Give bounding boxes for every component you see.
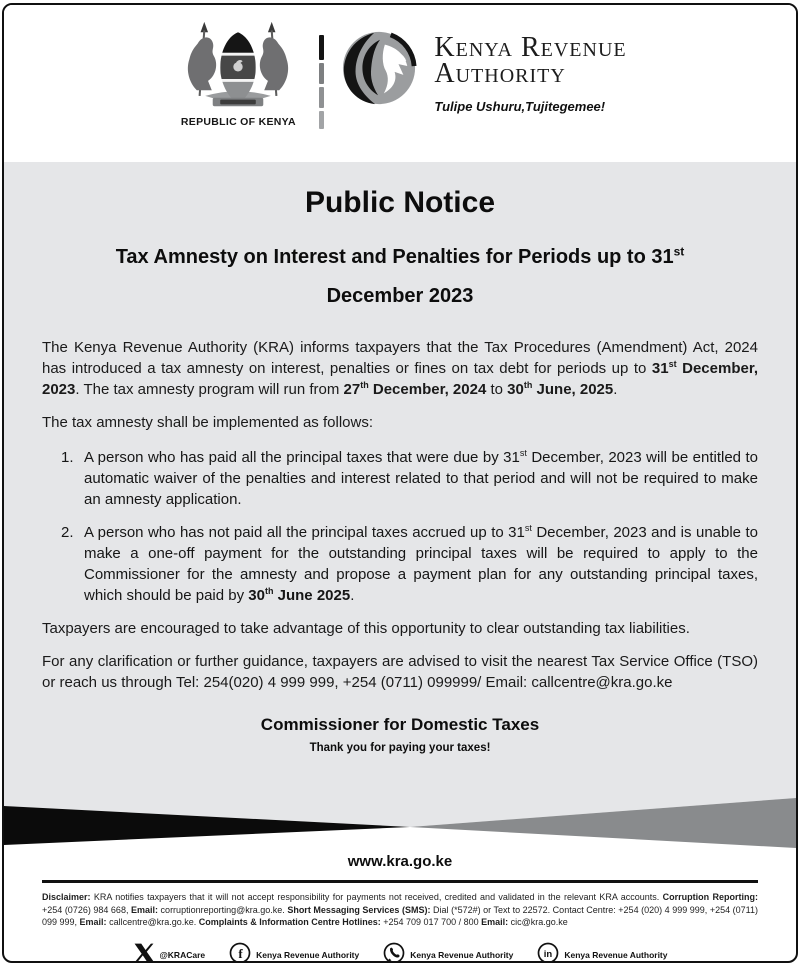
coat-of-arms-block — [173, 21, 303, 128]
republic-of-kenya-label: REPUBLIC OF KENYA — [180, 116, 296, 128]
thanks-note: Thank you for paying your taxes! — [309, 742, 491, 754]
kra-lion-logo-icon — [340, 29, 418, 112]
website-link[interactable]: www.kra.go.ke — [347, 853, 453, 870]
kenya-coat-of-arms-icon — [177, 96, 299, 113]
decorative-ribbon — [4, 795, 796, 850]
list-item-number: 2. — [61, 524, 74, 541]
paragraph-contact: For any clarification or further guidance, taxpayers are advised to visit the nearest Tax Service Office (TSO) or reach us through Tel: 254(020) 4 999 999, +254 (0711) 099999/ Email: callcentre@kra.go.ke — [42, 653, 758, 691]
whatsapp-icon — [383, 942, 405, 964]
social-item-x[interactable] — [133, 942, 206, 964]
x-icon — [133, 942, 155, 964]
social-item-linkedin[interactable] — [537, 942, 667, 964]
notice-page — [2, 3, 798, 963]
list-item-number: 1. — [61, 449, 74, 466]
notice-body — [4, 162, 796, 795]
org-name-line2: Authority — [434, 58, 566, 89]
org-name-block — [434, 32, 627, 114]
signoff-title: Commissioner for Domestic Taxes — [260, 715, 540, 734]
paragraph-implemented: The tax amnesty shall be implemented as follows: — [42, 414, 373, 431]
social-item-whatsapp[interactable] — [383, 942, 513, 964]
paragraph-encouragement: Taxpayers are encouraged to take advantage of this opportunity to clear outstanding tax liabilities. — [42, 620, 690, 637]
social-row — [4, 942, 796, 964]
social-label: @KRACare — [159, 950, 206, 960]
notice-subtitle: Tax Amnesty on Interest and Penalties for Periods up to 31st December 2023 — [115, 244, 685, 307]
header-divider — [319, 35, 324, 129]
paragraph-intro: The Kenya Revenue Authority (KRA) informs taxpayers that the Tax Procedures (Amendment) Act, 2024 has introduced a tax amnesty on interest, penalties or fines on tax debt for periods up to 31st December, 2023. The tax amnesty program will run from 27th December, 2024 to 30th June, 2025. — [42, 339, 759, 398]
linkedin-icon — [537, 942, 559, 964]
org-name — [434, 32, 627, 89]
list-item-text: A person who has paid all the principal taxes that were due by 31st December, 2023 will be entitled to automatic waiver of the penalties and interest related to that period and will not be required to make an amnesty application. — [84, 448, 758, 508]
social-label: Kenya Revenue Authority — [256, 950, 360, 960]
page-title: Public Notice — [304, 186, 496, 219]
social-label: Kenya Revenue Authority — [564, 950, 668, 960]
header — [4, 5, 796, 162]
svg-text:in: in — [544, 948, 553, 960]
disclaimer-text: Disclaimer: KRA notifies taxpayers that it will not accept responsibility for payments not received, credited and validated in the relevant KRA accounts. Corruption Reporting: +254 (0726) 984 668, Email: corruptionreporting@kra.go.ke. Short Messaging Services (SMS): Dial (*572#) or Text to 22572. Contact Centre: +254 (020) 4 999 999, +254 (0711) 099 999, Email: callcentre@kra.go.ke. Complaints & Information Centre Hotlines: +254 709 017 700 / 800 Email: cic@kra.go.ke — [42, 892, 758, 927]
list-item — [61, 447, 758, 510]
social-label: Kenya Revenue Authority — [410, 950, 514, 960]
org-name-line1: Kenya Revenue — [434, 32, 627, 63]
social-item-facebook[interactable] — [229, 942, 359, 964]
footer-divider — [42, 880, 758, 883]
facebook-icon — [229, 942, 251, 964]
amnesty-terms-list — [61, 447, 758, 606]
svg-text:f: f — [238, 945, 243, 961]
list-item — [61, 522, 758, 606]
org-tagline: Tulipe Ushuru,Tujitegemee! — [434, 99, 606, 114]
list-item-text: A person who has not paid all the principal taxes accrued up to 31st December, 2023 and is unable to make a one-off payment for the outstanding principal taxes will be required to apply to the Commissioner for the amnesty and propose a payment plan for any outstanding principal taxes, which should be paid by 30th June 2025. — [84, 523, 758, 604]
